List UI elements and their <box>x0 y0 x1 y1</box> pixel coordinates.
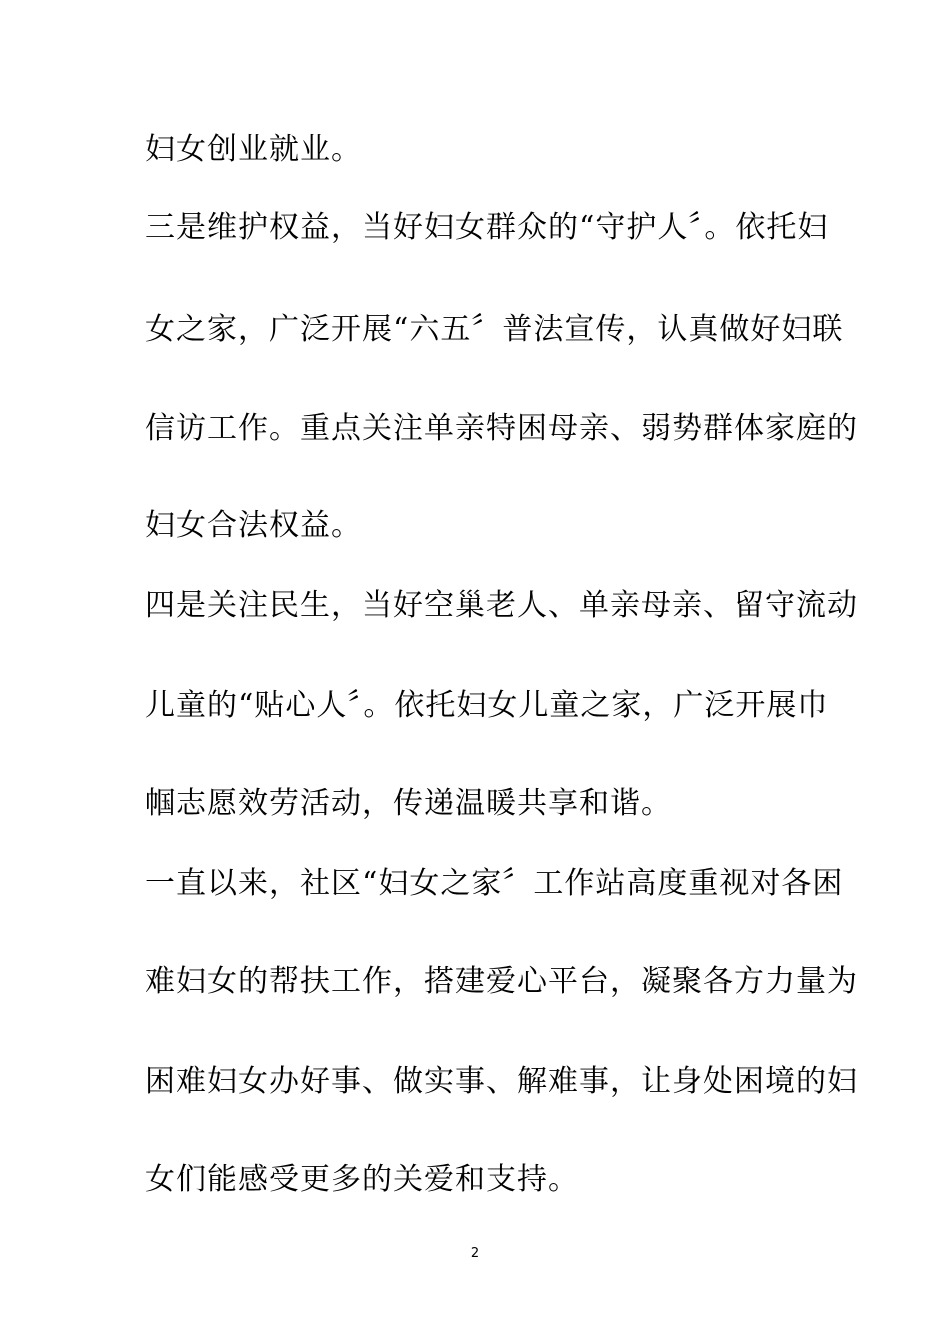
page-number: 2 <box>470 1246 480 1261</box>
text-line-12: 女们能感受更多的关爱和支持。 <box>145 1162 579 1197</box>
text-line-4: 信访工作。重点关注单亲特困母亲、弱势群体家庭的 <box>145 411 858 446</box>
text-line-9: 一直以来，社区“妇女之家〞工作站高度重视对各困 <box>145 866 844 901</box>
text-line-11: 困难妇女办好事、做实事、解难事，让身处困境的妇 <box>145 1064 858 1099</box>
text-line-5: 妇女合法权益。 <box>145 508 362 543</box>
text-line-3: 女之家，广泛开展“六五〞普法宣传，认真做好妇联 <box>145 312 844 347</box>
text-line-6: 四是关注民生，当好空巢老人、单亲母亲、留守流动 <box>145 588 858 623</box>
text-line-7: 儿童的“贴心人〞。依托妇女儿童之家，广泛开展巾 <box>145 688 829 723</box>
text-line-10: 难妇女的帮扶工作，搭建爱心平台，凝聚各方力量为 <box>145 964 858 999</box>
text-line-1: 妇女创业就业。 <box>145 132 362 167</box>
text-line-2: 三是维护权益，当好妇女群众的“守护人〞。依托妇 <box>145 210 829 245</box>
text-line-8: 帼志愿效劳活动，传递温暖共享和谐。 <box>145 786 672 821</box>
